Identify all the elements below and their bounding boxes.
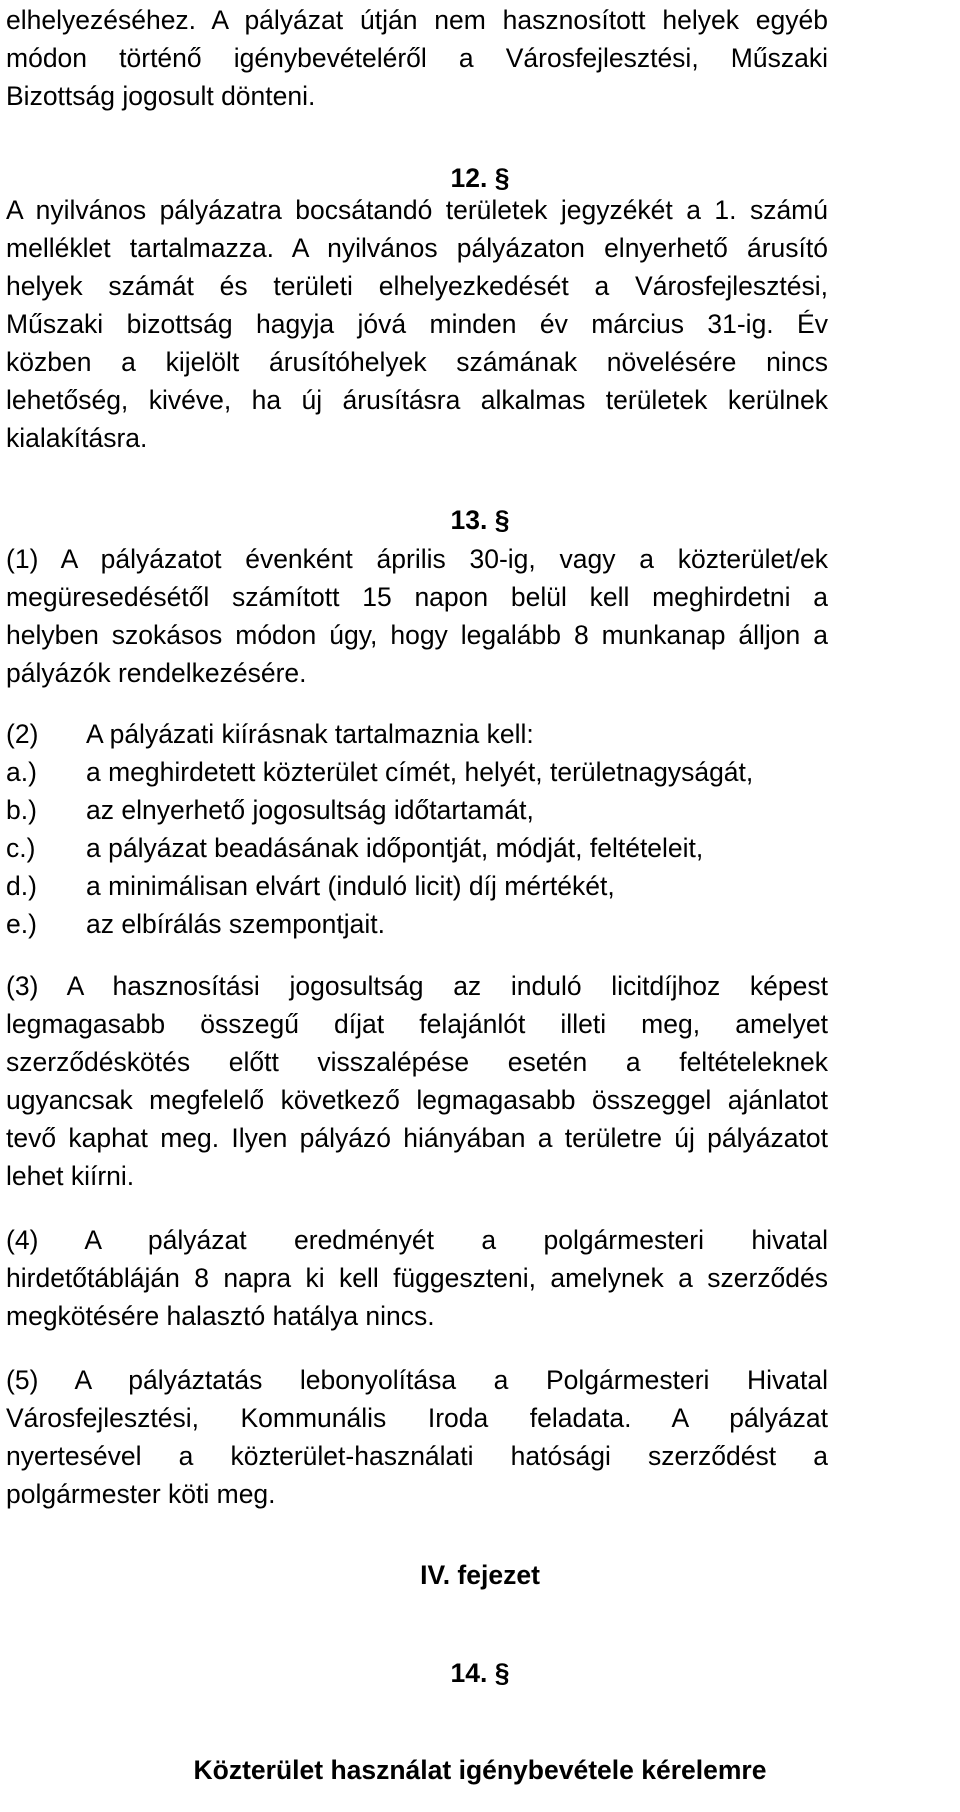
paragraph-text: A pályázati kiírásnak tartalmaznia kell: — [86, 719, 534, 749]
text-line: Városfejlesztési, Kommunális Iroda feladata. A pályázat — [6, 1403, 828, 1433]
text-line: lehet kiírni. — [6, 1161, 135, 1191]
text-line: (4) A pályázat eredményét a polgármesteri hivatal — [6, 1225, 828, 1255]
text-line: (5) A pályáztatás lebonyolítása a Polgármesteri Hivatal — [6, 1365, 828, 1395]
list-item-label: c.) — [6, 833, 36, 863]
text-line: Bizottság jogosult dönteni. — [6, 81, 316, 111]
list-item-text: a minimálisan elvárt (induló licit) díj mértékét, — [86, 871, 615, 901]
section-title: Közterület használat igénybevétele kérelemre — [193, 1755, 767, 1785]
section-heading-14: 14. § — [450, 1658, 510, 1688]
text-line: (1) A pályázatot évenként április 30-ig, vagy a közterület/ek — [6, 544, 828, 574]
text-line: hirdetőtábláján 8 napra ki kell függeszteni, amelynek a szerződés — [6, 1263, 828, 1293]
text-line: melléklet tartalmazza. A nyilvános pályázaton elnyerhető árusító — [6, 233, 828, 263]
list-item-text: a meghirdetett közterület címét, helyét, területnagyságát, — [86, 757, 754, 787]
text-line: közben a kijelölt árusítóhelyek számának növelésére nincs — [6, 347, 828, 377]
list-item-label: b.) — [6, 795, 37, 825]
text-line: módon történő igénybevételéről a Városfejlesztési, Műszaki — [6, 43, 828, 73]
text-line: A nyilvános pályázatra bocsátandó területek jegyzékét a 1. számú — [6, 195, 828, 225]
list-item-label: e.) — [6, 909, 37, 939]
text-line: kialakításra. — [6, 423, 148, 453]
text-line: helyben szokásos módon úgy, hogy legalább 8 munkanap álljon a — [6, 620, 828, 650]
list-item-text: az elbírálás szempontjait. — [86, 909, 386, 939]
section-heading-13: 13. § — [450, 505, 510, 535]
text-line: (3) A hasznosítási jogosultság az induló licitdíjhoz képest — [6, 971, 828, 1001]
list-item-text: a pályázat beadásának időpontját, módját, feltételeit, — [86, 833, 704, 863]
list-item-label: a.) — [6, 757, 37, 787]
text-line: legmagasabb összegű díjat felajánlót illeti meg, amelyet — [6, 1009, 828, 1039]
chapter-heading: IV. fejezet — [420, 1560, 540, 1590]
text-line: elhelyezéséhez. A pályázat útján nem hasznosított helyek egyéb — [6, 5, 828, 35]
text-line: ugyancsak megfelelő következő legmagasabb összeggel ajánlatot — [6, 1085, 828, 1115]
text-line: helyek számát és területi elhelyezkedését a Városfejlesztési, — [6, 271, 828, 301]
text-line: polgármester köti meg. — [6, 1479, 276, 1509]
text-line: Műszaki bizottság hagyja jóvá minden év március 31-ig. Év — [6, 309, 828, 339]
paragraph-number: (2) — [6, 719, 39, 749]
text-line: pályázók rendelkezésére. — [6, 658, 307, 688]
section-heading-12: 12. § — [450, 163, 510, 193]
text-line: lehetőség, kivéve, ha új árusításra alkalmas területek kerülnek — [6, 385, 828, 415]
text-line: szerződéskötés előtt visszalépése esetén a feltételeknek — [6, 1047, 828, 1077]
list-item-text: az elnyerhető jogosultság időtartamát, — [86, 795, 534, 825]
text-line: megüresedésétől számított 15 napon belül kell meghirdetni a — [6, 582, 828, 612]
text-line: megkötésére halasztó hatálya nincs. — [6, 1301, 435, 1331]
text-line: nyertesével a közterület-használati hatósági szerződést a — [6, 1441, 828, 1471]
list-item-label: d.) — [6, 871, 37, 901]
text-line: tevő kaphat meg. Ilyen pályázó hiányában a területre új pályázatot — [6, 1123, 828, 1153]
